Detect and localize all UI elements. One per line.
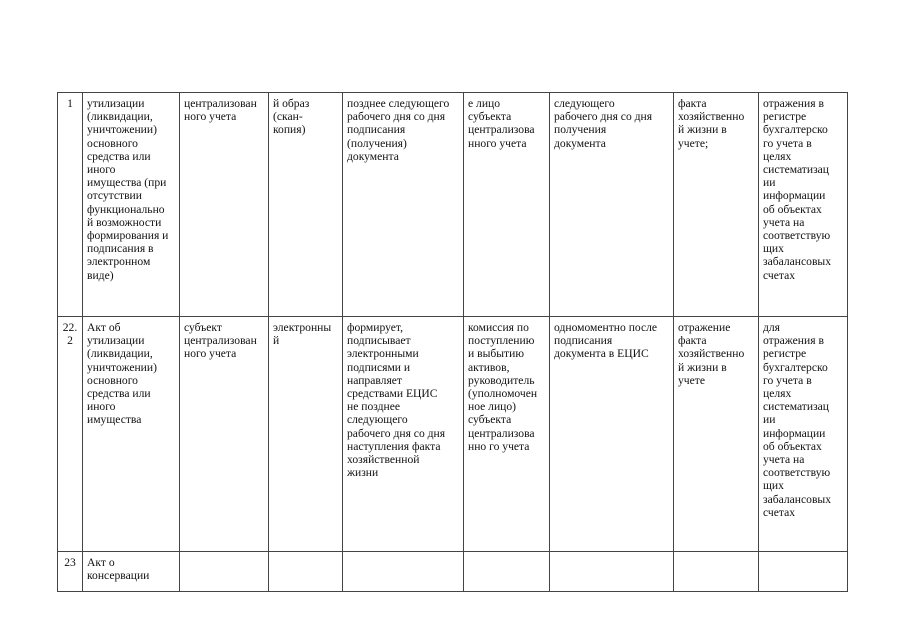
deadline-cell: позднее следующего рабочего дня со дня подписания (получения) документа [343, 93, 464, 317]
transfer-deadline-cell: одномоментно после подписания документа в ЕЦИС [550, 317, 674, 552]
transfer-deadline-cell [550, 552, 674, 592]
document-name-cell: Акт о консервации [83, 552, 180, 592]
document-name-cell: Акт об утилизации (ликвидации, уничтожении) основного средства или иного имущества [83, 317, 180, 552]
format-cell: электронны й [269, 317, 343, 552]
deadline-cell: формирует, подписывает электронными подписями и направляет средствами ЕЦИС не позднее следующего рабочего дня со дня наступления факта хозяйственной жизни [343, 317, 464, 552]
row-number: 1 [58, 93, 83, 317]
row-number: 22. 2 [58, 317, 83, 552]
usage-cell [759, 552, 848, 592]
usage-cell: для отражения в регистре бухгалтерско го учета в целях систематизац ии информации об объектах учета на соответствую щих забалансовых счетах [759, 317, 848, 552]
creator-cell [180, 552, 269, 592]
signer-cell: е лицо субъекта централизова нного учета [464, 93, 550, 317]
table-row [58, 317, 848, 552]
document-table [57, 92, 848, 592]
signer-cell: комиссия по поступлению и выбытию активов, руководитель (уполномочен ное лицо) субъекта централизова нно го учета [464, 317, 550, 552]
deadline-cell [343, 552, 464, 592]
purpose-cell: отражение факта хозяйственно й жизни в учете [674, 317, 759, 552]
signer-cell [464, 552, 550, 592]
creator-cell: централизован ного учета [180, 93, 269, 317]
creator-cell: субъект централизован ного учета [180, 317, 269, 552]
row-number: 23 [58, 552, 83, 592]
transfer-deadline-cell: следующего рабочего дня со дня получения документа [550, 93, 674, 317]
table-row [58, 93, 848, 317]
purpose-cell [674, 552, 759, 592]
format-cell [269, 552, 343, 592]
usage-cell: отражения в регистре бухгалтерско го учета в целях систематизац ии информации об объектах учета на соответствую щих забалансовых счетах [759, 93, 848, 317]
format-cell: й образ (скан- копия) [269, 93, 343, 317]
document-name-cell: утилизации (ликвидации, уничтожении) основного средства или иного имущества (при отсутствии функционально й возможности формирования и подписания в электронном виде) [83, 93, 180, 317]
purpose-cell: факта хозяйственно й жизни в учете; [674, 93, 759, 317]
table-row [58, 552, 848, 592]
